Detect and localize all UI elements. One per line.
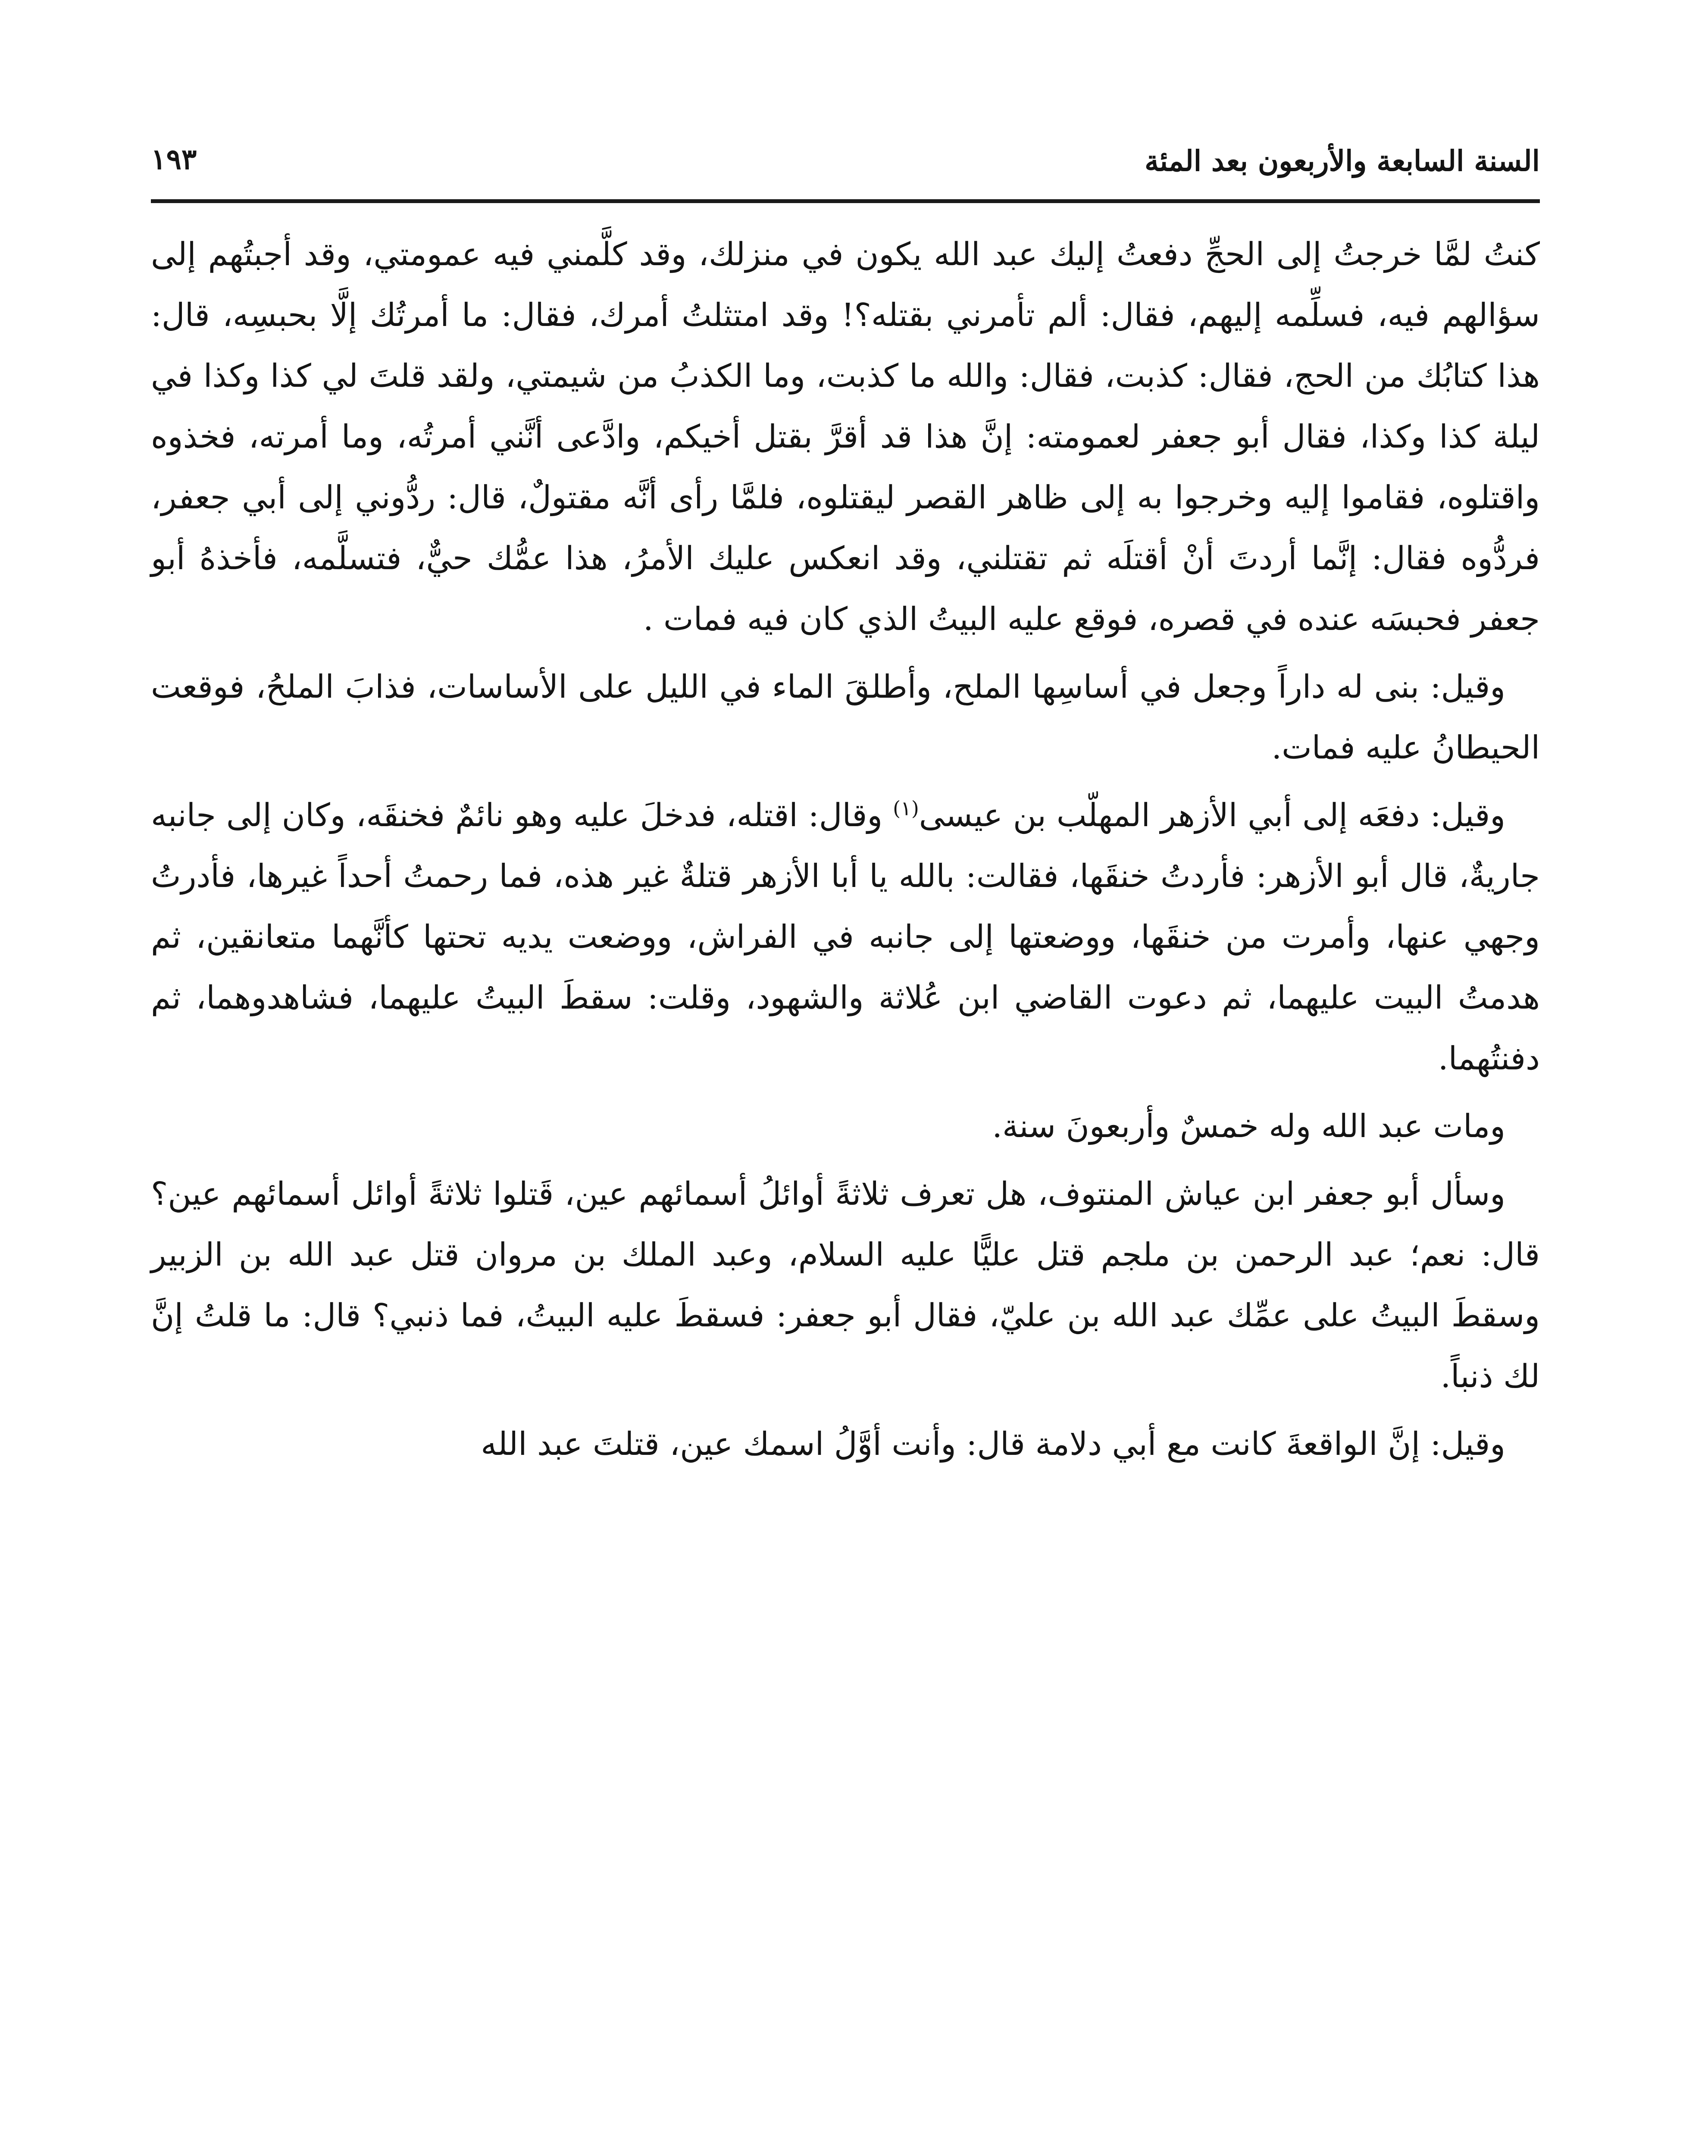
paragraph-text: وقال: اقتله، فدخلَ عليه وهو نائمٌ فخنقَه، وكان إلى جانبه جاريةٌ، قال أبو الأزهر: فأردتُ خنقَها، فقالت: بالله يا أبا الأزهر قتلةٌ غير هذه، فما رحمتُ أحداً غيرها، فأدرتُ وجهي عنها، وأمرت من خنقَها، ووضعتها إلى جانبه في الفراش، ووضعت يديه تحتها كأنَّهما متعانقين، ثم هدمتُ البيت عليهما، ثم دعوت القاضي ابن عُلاثة والشهود، وقلت: سقطَ البيتُ عليهما، فشاهدوهما، ثم دفنتُهما. [151,797,1540,1077]
page-number: ١٩٣ [151,142,197,176]
paragraph: وقيل: بنى له داراً وجعل في أساسِها الملح، وأطلقَ الماء في الليل على الأساسات، فذابَ الملحُ، فوقعت الحيطانُ عليه فمات. [151,668,1540,766]
main-text [151,224,1540,1482]
paragraph: كنتُ لمَّا خرجتُ إلى الحجِّ دفعتُ إليك عبد الله يكون في منزلك، وقد كلَّمني فيه عمومتي، وقد أجبتُهم إلى سؤالهم فيه، فسلِّمه إليهم، فقال: ألم تأمرني بقتله؟! وقد امتثلتُ أمرك، فقال: ما أمرتُك إلَّا بحبسِه، قال: هذا كتابُك من الحج، فقال: كذبت، فقال: والله ما كذبت، وما الكذبُ من شيمتي، ولقد قلتَ لي كذا وكذا في ليلة كذا وكذا، فقال أبو جعفر لعمومته: إنَّ هذا قد أقرَّ بقتل أخيكم، وادَّعى أنَّني أمرتُه، وما أمرته، فخذوه واقتلوه، فقاموا إليه وخرجوا به إلى ظاهر القصر ليقتلوه، فلمَّا رأى أنَّه مقتولٌ، قال: ردُّوني إلى أبي جعفر، فردُّوه فقال: إنَّما أردتَ أنْ أقتلَه ثم تقتلني، وقد انعكس عليك الأمرُ، هذا عمُّك حيٌّ، فتسلَّمه، فأخذهُ أبو جعفر فحبسَه عنده في قصره، فوقع عليه البيتُ الذي كان فيه فمات . [151,236,1540,638]
running-title: السنة السابعة والأربعون بعد المئة [1145,144,1540,178]
paragraph: ومات عبد الله وله خمسٌ وأربعونَ سنة. [992,1108,1505,1145]
header-rule [151,199,1540,203]
paragraph-text: وقيل: دفعَه إلى أبي الأزهر المهلّب بن عيسى [919,797,1505,834]
paragraph: وقيل: إنَّ الواقعةَ كانت مع أبي دلامة قال: وأنت أوَّلُ اسمك عين، قتلتَ عبد الله [481,1426,1505,1463]
footnote-reference: (١) [893,796,919,820]
paragraph-with-footnote [151,785,1540,1089]
paragraph: وسأل أبو جعفر ابن عياش المنتوف، هل تعرف ثلاثةً أوائلُ أسمائهم عين، قَتلوا ثلاثةً أوائل أسمائهم عين؟ قال: نعم؛ عبد الرحمن بن ملجم قتل عليًّا عليه السلام، وعبد الملك بن مروان قتل عبد الله بن الزبير وسقطَ البيتُ على عمِّك عبد الله بن عليّ، فقال أبو جعفر: فسقطَ عليه البيتُ، فما ذنبي؟ قال: ما قلتُ إنَّ لك ذنباً. [151,1175,1540,1395]
page-header [151,125,1540,190]
